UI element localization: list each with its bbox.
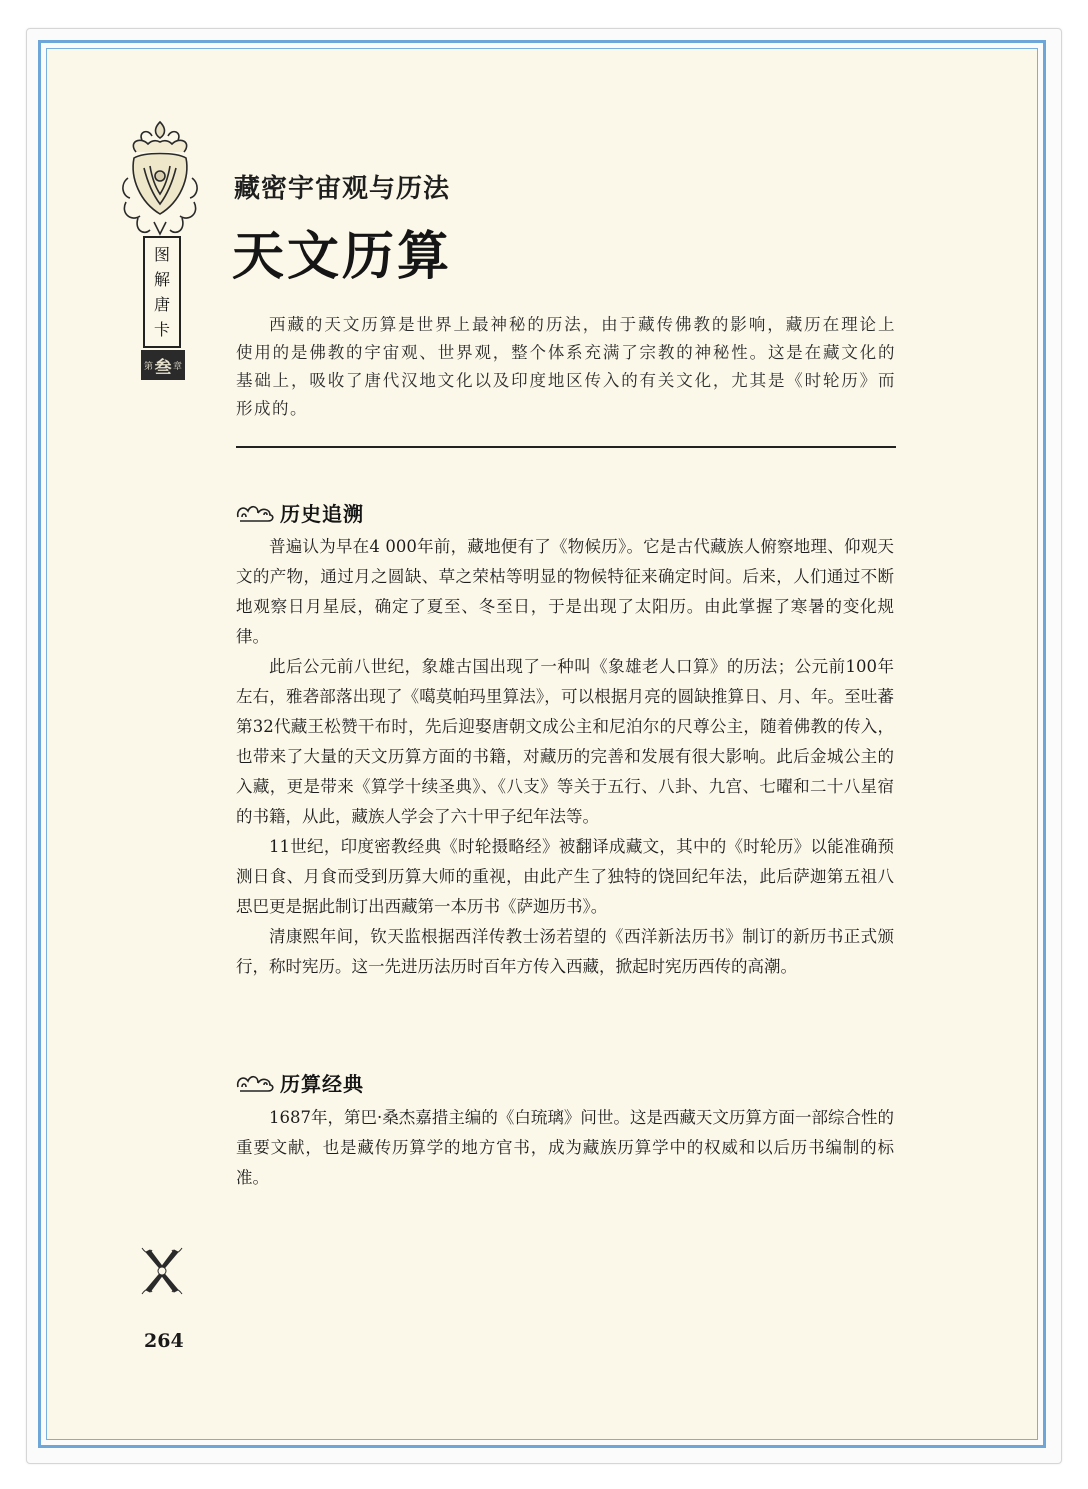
- section-heading-history: [234, 498, 364, 527]
- chapter-suffix: 章: [172, 361, 182, 372]
- series-char: 卡: [153, 319, 170, 339]
- vajra-ornament-icon: [140, 1246, 184, 1296]
- body-paragraph: 1687年，第巴·桑杰嘉措主编的《白琉璃》问世。这是西藏天文历算方面一部综合性的重要文献，也是藏传历算学的地方官书，成为藏族历算学中的权威和以后历书编制的标准。: [236, 1108, 894, 1187]
- series-char: 图: [153, 244, 170, 264]
- body-paragraph: 此后公元前八世纪，象雄古国出现了一种叫《象雄老人口算》的历法；公元前100年左右，雅砻部落出现了《噶莫帕玛里算法》，可以根据月亮的圆缺推算日、月、年。至吐蕃第32代藏王松赞干布时，先后迎娶唐朝文成公主和尼泊尔的尺尊公主，随着佛教的传入，也带来了大量的天文历算方面的书籍，对藏历的完善和发展有很大影响。此后金城公主的入藏，更是带来《算学十续圣典》、《八支》等关于五行、八卦、九宫、七曜和二十八星宿的书籍，从此，藏族人学会了六十甲子纪年法等。: [236, 657, 894, 826]
- body-paragraph: 普遍认为早在4 000年前，藏地便有了《物候历》。它是古代藏族人俯察地理、仰观天文的产物，通过月之圆缺、草之荣枯等明显的物候特征来确定时间。后来，人们通过不断地观察日月星辰，确定了夏至、冬至日，于是出现了太阳历。由此掌握了寒暑的变化规律。: [236, 537, 894, 646]
- cloud-scroll-icon: [234, 501, 276, 525]
- section-body-classics: [236, 1103, 894, 1193]
- chapter-prefix: 第: [144, 361, 154, 372]
- page-subtitle: 藏密宇宙观与历法: [234, 174, 451, 204]
- series-char: 解: [153, 269, 170, 289]
- book-series-label: [143, 236, 181, 348]
- intro-paragraph: 西藏的天文历算是世界上最神秘的历法，由于藏传佛教的影响，藏历在理论上使用的是佛教的宇宙观、世界观，整个体系充满了宗教的神秘性。这是在藏文化的基础上，吸收了唐代汉地文化以及印度地区传入的有关文化，尤其是《时轮历》而形成的。: [236, 315, 896, 418]
- body-paragraph: 清康熙年间，钦天监根据西洋传教士汤若望的《西洋新法历书》制订的新历书正式颁行，称时宪历。这一先进历法历时百年方传入西藏，掀起时宪历西传的高潮。: [236, 927, 894, 976]
- chapter-number: 叁: [154, 357, 172, 378]
- chapter-badge: [141, 350, 185, 380]
- series-char: 唐: [153, 294, 170, 314]
- section-body-history: [236, 532, 894, 982]
- page-title: 天文历算: [232, 227, 453, 287]
- section-heading-classics: [234, 1068, 364, 1097]
- section-divider: [236, 446, 896, 448]
- section-heading-text: 历算经典: [280, 1072, 364, 1096]
- page-number: 264: [144, 1330, 184, 1352]
- body-paragraph: 11世纪，印度密教经典《时轮摄略经》被翻译成藏文，其中的《时轮历》以能准确预测日食、月食而受到历算大师的重视，由此产生了独特的饶回纪年法，此后萨迦第五祖八思巴更是据此制订出西藏第一本历书《萨迦历书》。: [236, 837, 894, 916]
- section-heading-text: 历史追溯: [280, 502, 364, 526]
- cloud-scroll-icon: [234, 1071, 276, 1095]
